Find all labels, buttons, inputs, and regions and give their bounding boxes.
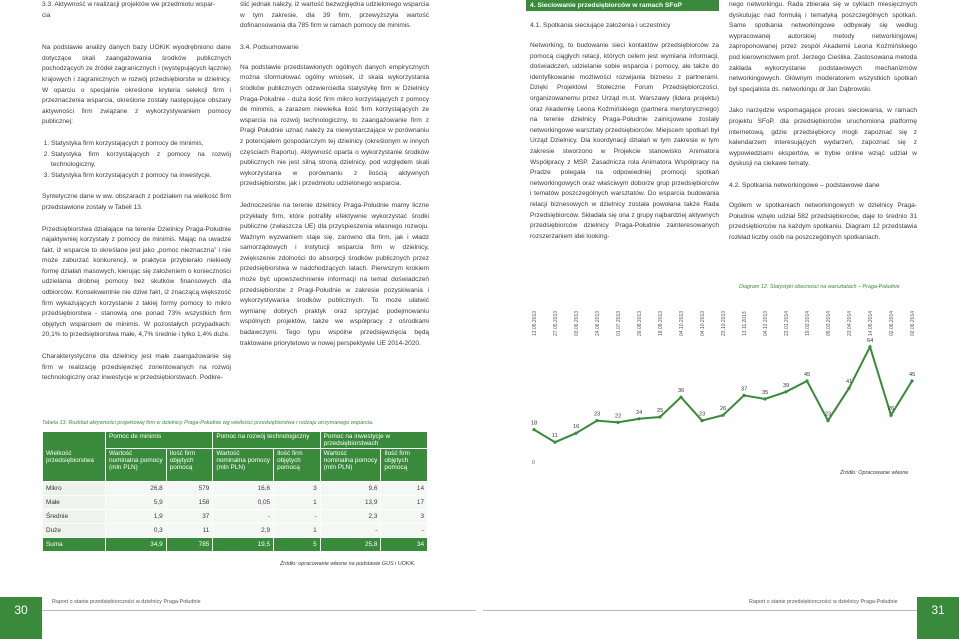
data-point	[553, 441, 556, 444]
table-row-sum	[43, 538, 428, 552]
data-point	[763, 397, 766, 400]
data-point	[700, 419, 703, 422]
table-cell: 16,6	[213, 482, 274, 496]
data-point	[847, 387, 850, 390]
data-label: 35	[762, 390, 769, 396]
x-tick-label: 13.05.2013	[532, 310, 538, 336]
table-cell: 26,8	[106, 482, 167, 496]
table-cell: -	[213, 510, 274, 524]
paragraph: Networking, to budowanie sieci kontaktów przedsiębiorców za pomocą ciągłych relacji, których celem jest wymiana informacji, doświadczeń, udzielanie sobie wsparcia i pomocy, ale także do identyfikowanie możliwości rozwijania biznesu z partnerami. Dzięki Projektowi Stołeczne Forum Przedsiębiorczości, organizowanemu przez Urząd m.st. Warszawy (lidera projektu) oraz Akademię Leona Koźmińskiego (partnera merytorycznego) na terenie dzielnicy Praga-Południe zainicjowane zostały networkingowe warsztaty przedsiębiorców. Miejscem spotkań był Urząd Dzielnicy. Dla koordynacji działań w tym zakresie w tym zakresie stworzono w Projekcie stanowisko Animatora Współpracy z MSP. Zasadnicza rola Animatora Współpracy na Pradze polegała na odpowiedniej promocji spotkań networkingowych oraz właściwym doborze grup przedsiębiorców i tematów poszczególnych warsztatów. Do wsparcia budowania relacji biznesowych w dzielnicy została powołana także Rada Przedsiębiorców. Składała się ona z grupy najbardziej aktywnych przedsiębiorców dzielnicy Praga-Południe zainteresowanych rozszerzaniem idei looking-	[530, 42, 719, 240]
table-row	[43, 524, 428, 538]
data-point	[574, 432, 577, 435]
table-row	[43, 496, 428, 510]
table-cell: -	[274, 510, 321, 524]
data-label: 25	[657, 408, 664, 414]
table-cell: 3	[381, 510, 428, 524]
x-tick-label: 26.08.2013	[637, 310, 643, 336]
data-label: 23	[699, 411, 706, 418]
table-caption: Tabela 13. Rozkład aktywności projektowej firm w dzielnicy Praga-Południe wg wielkości przedsiębiorstwa i rodzaju otrzymanego wsparcia.	[42, 420, 374, 426]
table-cell: 19,5	[213, 538, 274, 552]
section-3-3-heading: 3.3. Aktywność w realizacji projektów we przedmiotu wspar- cia	[42, 1, 216, 19]
footer-divider-right	[483, 610, 917, 611]
attendance-chart-svg	[524, 296, 920, 492]
table-cell: 5	[274, 538, 321, 552]
column-3	[530, 0, 719, 253]
table-cell: 11	[166, 524, 213, 538]
table-cell: 1	[274, 496, 321, 510]
paragraph: Jako narzędzie wspomagające proces sieciowania, w ramach projektu SFoP, dla przedsiębiorców uruchomiona platformę internetową, gdzie przedsiębiorcy mogli zapoznać się z kalendarzem interesujących wydarzeń, zapoznać się z wypowiedziami ekspertów, w trybie online wziąć udział w dyskusji na ciekawe tematy.	[729, 107, 917, 168]
table-cell: 3	[274, 482, 321, 496]
data-label: 36	[678, 388, 685, 395]
column-header: Ilość firm objętych pomocą	[166, 449, 213, 482]
x-tick-label: 23.04.2014	[847, 310, 853, 336]
table-cell: -	[381, 524, 428, 538]
x-tick-label: 01.07.2013	[616, 310, 622, 336]
table-cell: 785	[166, 538, 213, 552]
data-label: 64	[867, 337, 874, 344]
data-point	[532, 428, 535, 431]
column-header: Wartość nominalna pomocy (mln PLN)	[106, 449, 167, 482]
data-label: 26	[720, 406, 727, 413]
x-tick-label: 05.03.2014	[826, 310, 832, 336]
x-tick-label: 14.05.2014	[868, 310, 874, 336]
paragraph: Charakterystyczne dla dzielnicy jest małe zaangażowanie się firm w realizację przedsięwzięć zorientowanych na rozwój technologiczny oraz inwestycje w przedsiębiorstwach. Podkre-	[42, 353, 231, 382]
x-tick-label: 02.06.2014	[910, 310, 916, 336]
page-number-right: 31	[917, 597, 959, 639]
list-item: 1. Statystyka firm korzystających z pomocy de minimis,	[51, 139, 231, 150]
footer-divider-left	[42, 610, 476, 611]
table-cell: -	[320, 524, 381, 538]
row-label: Średnie	[43, 510, 106, 524]
page-number-left: 30	[0, 597, 42, 639]
section-3-4-heading: 3.4. Podsumowanie	[240, 43, 299, 51]
table-cell: 25,8	[320, 538, 381, 552]
section-4-1-heading: 4.1. Spotkania sieciujące założenia i uczestnicy	[530, 22, 671, 29]
data-point	[805, 379, 808, 382]
data-point	[616, 421, 619, 424]
data-label: 16	[573, 424, 580, 431]
column-header: Ilość firm objętych pomocą	[381, 449, 428, 482]
data-label: 18	[531, 420, 538, 427]
table-cell: 17	[381, 496, 428, 510]
group-header: Pomoc de minimis	[106, 432, 213, 449]
x-tick-label: 04.12.2013	[763, 310, 769, 336]
column-2	[240, 0, 429, 360]
table-cell: 34	[381, 538, 428, 552]
x-tick-label: 24.06.2013	[595, 310, 601, 336]
paragraph: ślić jednak należy, iż wartość bezwzględna udzielonego wsparcia w tym zakresie, dla 39 firm, przewyższyła wartość dofinansowania dla 785 firm w ramach pomocy de minimis.	[240, 1, 429, 30]
table-cell: 158	[166, 496, 213, 510]
x-tick-label: 02.06.2014	[889, 310, 895, 336]
table-cell: 579	[166, 482, 213, 496]
data-label: 45	[909, 372, 916, 378]
paragraph: Jednocześnie na terenie dzielnicy Praga-Południe mamy liczne przykłady firm, które potrafiły efektywnie wykorzystać środki publiczne (zwłaszcza UE) dla przyspieszenia własnego rozwoju. Ważnym wyzwaniem staje się, zarówno dla firm, jak i władz samorządowych i instytucji wsparcia firm w dzielnicy, zwiększenie zdolności do absorpcji środków publicznych przez przedsiębiorstwa w nadchodzących latach. Pierwszym krokiem może być upowszechnienie informacji na temat doświadczeń przedsiębiorstw z Pragi-Południe w zakresie pozyskiwania i wykorzystywania środków publicznych. To może ułatwić wymianę dobrych praktyk oraz sprzyjać podejmowaniu wspólnych projektów, także we współpracy z ośrodkami badawczymi. Tego typu wspólne przedsięwzięcia będą traktowane priorytetowo w nowej perspektywie UE 2014-2020.	[240, 201, 429, 347]
footer-text-right: Raport o stanie przedsiębiorczości w dzielnicy Praga-Południe	[749, 599, 898, 605]
column-header: Ilość firm objętych pomocą	[274, 449, 321, 482]
paragraph: Ogółem w spotkaniach networkingowych w dzielnicy Praga-Południe wzięło udział 582 przedsiębiorców, daje to średnio 31 przedsiębiorców na każdym spotkaniu. Diagram 12 przedstawia rozkład liczby osób na poszczególnych spotkaniach.	[729, 201, 917, 241]
data-point	[826, 419, 829, 422]
data-point	[868, 345, 871, 348]
table-cell: 2,3	[320, 510, 381, 524]
data-point	[889, 414, 892, 417]
paragraph: Syntetyczne dane w ww. obszarach z podziałem na wielkość firm przedstawione zostały w Tabeli 13.	[42, 193, 231, 211]
table-13	[42, 431, 428, 552]
data-label: 23	[825, 411, 832, 418]
row-label: Duże	[43, 524, 106, 538]
chart-source: Źródło: Opracowanie własne	[840, 470, 909, 476]
table-corner-header: Wielkość przedsiębiorstwa	[43, 432, 106, 482]
x-tick-label: 03.06.2013	[574, 310, 580, 336]
x-tick-label: 18.09.2013	[658, 310, 664, 336]
data-label: 22	[615, 413, 622, 420]
table-cell: 2,9	[213, 524, 274, 538]
paragraph: Przedsiębiorstwa działające na terenie Dzielnicy Praga-Południe najaktywniej korzystały z pomocy de minimis. Mając na uwadze fakt, iż wsparcie to określane jest jako „pomoc nieznaczna” i nie może zaburzać konkurencji, w praktyce przybierało niekiedy formę działań masowych, kierując się założeniem o konieczności udzielania drobnej pomocy bez skutków finansowych dla odbiorców. Konsekwentnie nie dziwi fakt, iż znaczącą większość firm wykazujących korzystanie z takiej formy pomocy to mikro przedsiębiorstwa - stanowią one ponad 73% wszystkich firm objętych wsparciem de minimis. W pozostałych przypadkach: 20,1% to przedsiębiorstwa małe, 4,7% średnie i tylko 1,4% duże.	[42, 225, 231, 339]
data-label: 39	[783, 382, 790, 389]
table-cell: 0,3	[106, 524, 167, 538]
data-label: 23	[594, 411, 601, 418]
data-point	[658, 415, 661, 418]
table-cell: 5,9	[106, 496, 167, 510]
group-header: Pomoc na inwestycje w przedsiębiorstwach	[320, 432, 427, 449]
data-point	[637, 417, 640, 420]
chart-caption: Diagram 12. Statystyki obecności na warsztatach – Praga-Południe	[739, 284, 900, 290]
table-cell: 14	[381, 482, 428, 496]
table-cell: 0,05	[213, 496, 274, 510]
list-item: 3. Statystyka firm korzystających z pomocy na inwestycje.	[51, 171, 231, 182]
list-item: 2. Statystyka firm korzystających z pomocy na rozwój technologiczny,	[51, 150, 231, 171]
x-tick-label: 23.10.2013	[721, 310, 727, 336]
data-point	[679, 396, 682, 399]
table-cell: 9,6	[320, 482, 381, 496]
table-cell: 1,9	[106, 510, 167, 524]
column-header: Wartość nominalna pomocy (mln PLN)	[320, 449, 381, 482]
paragraph: Na podstawie przedstawionych ogólnych danych empirycznych można sformułować ogólny wniosek, iż skala wykorzystania środków publicznych odzwierciedla statystykę firm w Dzielnicy Praga-Południe - duża ilość firm mikro korzystających z pomocy de minimis, a zarazem niewielka ilość firm korzystających ze wsparcia na rozwój technologiczny, to zaangażowanie firm z Pragi Południe uznać należy za niewystarczające w porównaniu z potencjałem gospodarczym tej dzielnicy (określonym w innych częściach Raportu). Aktywność oparta o wykorzystanie środków publicznych nie jest silną stroną dzielnicy, pod względem skali wykorzystania w porównaniu z ilością aktywnych przedsiębiorstw, jak i przedmiotu udzielonego wsparcia.	[240, 63, 429, 188]
table-row	[43, 482, 428, 496]
x-tick-label: 04.10.2013	[679, 310, 685, 336]
x-tick-label: 04.10.2013	[700, 310, 706, 336]
attendance-chart	[524, 296, 920, 492]
data-point	[910, 379, 913, 382]
data-label: 41	[846, 379, 853, 386]
series-line	[534, 347, 912, 442]
x-tick-label: 22.01.2014	[784, 310, 790, 336]
column-4	[729, 0, 917, 254]
section-4-heading: 4. Sieciowanie przedsiębiorców w ramach SFoP	[526, 0, 719, 11]
data-label: 37	[741, 386, 748, 393]
data-label: 24	[636, 409, 643, 416]
table-source: Źródło: opracowanie własne na podstawie GUS i UOKiK.	[280, 561, 416, 567]
data-point	[742, 394, 745, 397]
table-cell: 1	[274, 524, 321, 538]
paragraph: nego networkingu. Rada zbierała się w cyklach miesięcznych dyskutując nad formułą i tematyką poszczególnych spotkań. Same spotkania networkingowe odbywały się według wypracowanej autorskiej metody networkingowej zaproponowanej przez zespół Akademii Leona Koźmińskiego pod kierownictwem prof. Jerzego Cieślika. Zastosowana metoda zakłada wykorzystanie podstawowych mechanizmów networkingowych. Głównym moderatorem wszystkich spotkań był specjalista ds. networkingu dr Jan Dąbrowski.	[729, 1, 917, 93]
x-tick-label: 19.02.2014	[805, 310, 811, 336]
table-cell: 37	[166, 510, 213, 524]
y-tick-label: 0	[532, 460, 535, 466]
table-cell: 13,9	[320, 496, 381, 510]
x-tick-label: 13.11.2013	[742, 311, 748, 336]
data-label: 45	[804, 372, 811, 378]
support-areas-list	[42, 139, 231, 181]
data-point	[721, 414, 724, 417]
column-1	[42, 0, 231, 395]
data-point	[784, 390, 787, 393]
table-row	[43, 510, 428, 524]
data-label: 26	[888, 406, 895, 413]
row-label: Małe	[43, 496, 106, 510]
column-header: Wartość nominalna pomocy (mln PLN)	[213, 449, 274, 482]
row-label: Mikro	[43, 482, 106, 496]
paragraph: Na podstawie analizy danych bazy UOKiK wyodrębniono dane dotyczące skali zaangażowania środków publicznych pochodzących ze źródeł zagranicznych i (występujących łącznie) krajowych i zagranicznych w rozwój przedsiębiorstw w dzielnicy. W oparciu o specjalnie określone kryteria selekcji firm i przeznaczenia wsparcia, określone zostały następujące obszary aktywności firm związane z wykorzystywaniem pomocy publicznej:	[42, 44, 231, 126]
data-point	[595, 419, 598, 422]
x-tick-label: 27.05.2013	[553, 310, 559, 336]
group-header: Pomoc na rozwój technologiczny	[213, 432, 320, 449]
table-cell: 34,9	[106, 538, 167, 552]
data-label: 11	[552, 433, 558, 440]
footer-text-left: Raport o stanie przedsiębiorczości w dzielnicy Praga-Południe	[52, 599, 201, 605]
section-4-2-heading: 4.2. Spotkania networkingowe – podstawowe dane	[729, 181, 880, 189]
row-label: Suma	[43, 538, 106, 552]
